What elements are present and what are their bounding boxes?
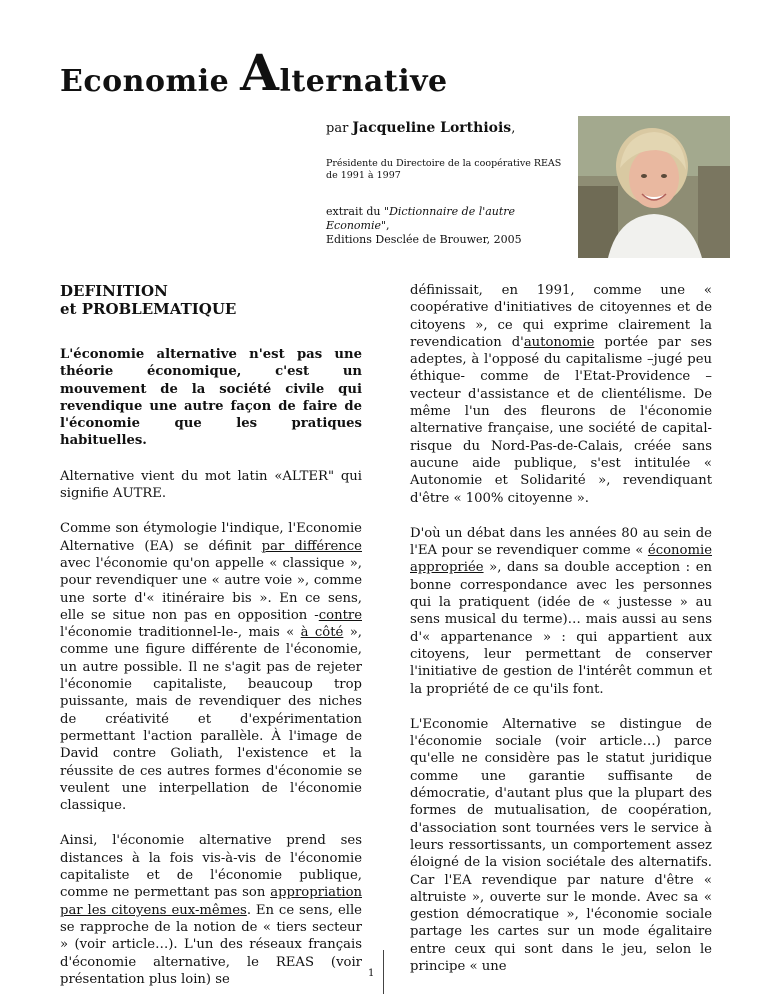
paragraph [60,832,362,988]
byline-prefix: par [326,121,353,136]
text-run: avec l'économie qu'on appelle « classique », pour revendiquer une « autre voie », comme une sorte d'« itinéraire bis ». En ce sens, elle se situe non pas en opposition - [60,555,362,623]
section-heading-line1: DEFINITION [60,282,168,300]
text-run: », comme une figure différente de l'économie, un autre possible. Il ne s'agit pas de rejeter l'économie capitaliste, beaucoup trop puissante, mais de revendiquer des niches de créativité et d'expérimentation permettant l'action parallèle. À l'image de David contre Goliath, l'existence et la réussite de ces autres formes d'économie se veulent une interpellation de l'économie classique. [60,625,362,814]
underlined-text: appropriation par les citoyens eux-mêmes [60,885,362,918]
author-portrait-image [578,116,730,258]
right-column [410,282,712,993]
author-photo [578,116,730,258]
text-run: », dans sa double acception : en bonne correspondance avec les personnes qui la pratiquent (idée de « justesse » au sens musical du terme)… mais aussi au sens d'« appartenance » : qui appartient aux citoyens, leur permettant de conserver l'initiative de gestion de l'intérêt commun et la propriété de ce qu'ils font. [410,560,712,697]
underlined-text: à côté [300,625,344,641]
underlined-text: économie appropriée [410,543,712,576]
paragraph [410,282,712,507]
paragraph [60,520,362,814]
author-name: Jacqueline Lorthiois [352,120,512,136]
text-run: D'où un débat dans les années 80 au sein de l'EA pour se revendiquer comme « [410,525,712,559]
author-role: Présidente du Directoire de la coopérative REAS de 1991 à 1997 [326,158,562,181]
byline-comma: , [511,121,516,136]
lead-paragraph: L'économie alternative n'est pas une théorie économique, c'est un mouvement de la société civile qui revendique une autre façon de faire de l'économie que les pratiques habituelles. [60,347,362,449]
underlined-text: autonomie [523,334,595,350]
paragraph: Alternative vient du mot latin «ALTER" qui signifie AUTRE. [60,468,362,502]
underlined-text: contre [318,607,362,623]
text-run: portée par ses adeptes, à l'opposé du capitalisme –jugé peu éthique- comme de l'Etat-Providence – vecteur d'assistance et de clientélisme. De même l'un des fleurons de l'économie alternative française, une société de capital-risque du Nord-Pas-de-Calais, créée sans aucune aide publique, s'est intitulée « Autonomie et Solidarité », revendiquant d'être « 100% citoyenne ». [410,334,712,506]
paragraph: L'Economie Alternative se distingue de l'économie sociale (voir article…) parce qu'elle ne considère pas le statut juridique comme une garantie suffisante de démocratie, d'autant plus que la plupart des formes de mutualisation, de coopération, d'association sont tournées vers le service à leurs ressortissants, un comportement assez éloigné de la vision sociétale des alternatifs. Car l'EA revendique par nature d'être « altruiste », ouverte sur le monde. Avec sa « gestion démocratique », l'économie sociale partage les cartes sur un mode égalitaire entre ceux qui sont dans le jeu, selon le principe « une [410,716,712,974]
author-byline [326,120,515,136]
text-run: Comme son étymologie l'indique, l'Economie Alternative (EA) se définit [60,521,362,554]
text-run: définissait, en 1991, comme une « coopérative d'initiatives de citoyennes et de citoyens », ce qui exprime clairement la revendication d' [410,283,712,350]
citation-suffix: ", [380,219,390,232]
page-number: 1 [368,968,375,979]
title-drop-letter: A [240,43,280,102]
paragraph [410,525,712,698]
left-column [60,282,362,1006]
title-prefix: Economie [60,64,241,99]
text-run: l'économie traditionnel-le-, mais « [60,625,301,641]
citation-prefix: extrait du " [326,205,390,218]
book-title: Dictionnaire de l'autre Economie [326,205,516,232]
publisher: Editions Desclée de Brouwer, 2005 [326,233,522,246]
page-title [60,43,448,102]
section-heading-line2: et PROBLEMATIQUE [60,300,237,318]
text-run: Ainsi, l'économie alternative prend ses distances à la fois vis-à-vis de l'économie capitaliste et de l'économie publique, comme ne permettant pas son [60,833,362,901]
source-citation [326,205,576,247]
title-rest: lternative [279,64,448,99]
text-run: . En ce sens, elle se rapproche de la notion de « tiers secteur » (voir article…). L'un des réseaux français d'économie alternative, le REAS (voir présentation plus loin) se [60,902,362,987]
underlined-text: par différence [261,538,362,554]
section-heading [60,282,362,318]
footer-divider [383,950,384,994]
